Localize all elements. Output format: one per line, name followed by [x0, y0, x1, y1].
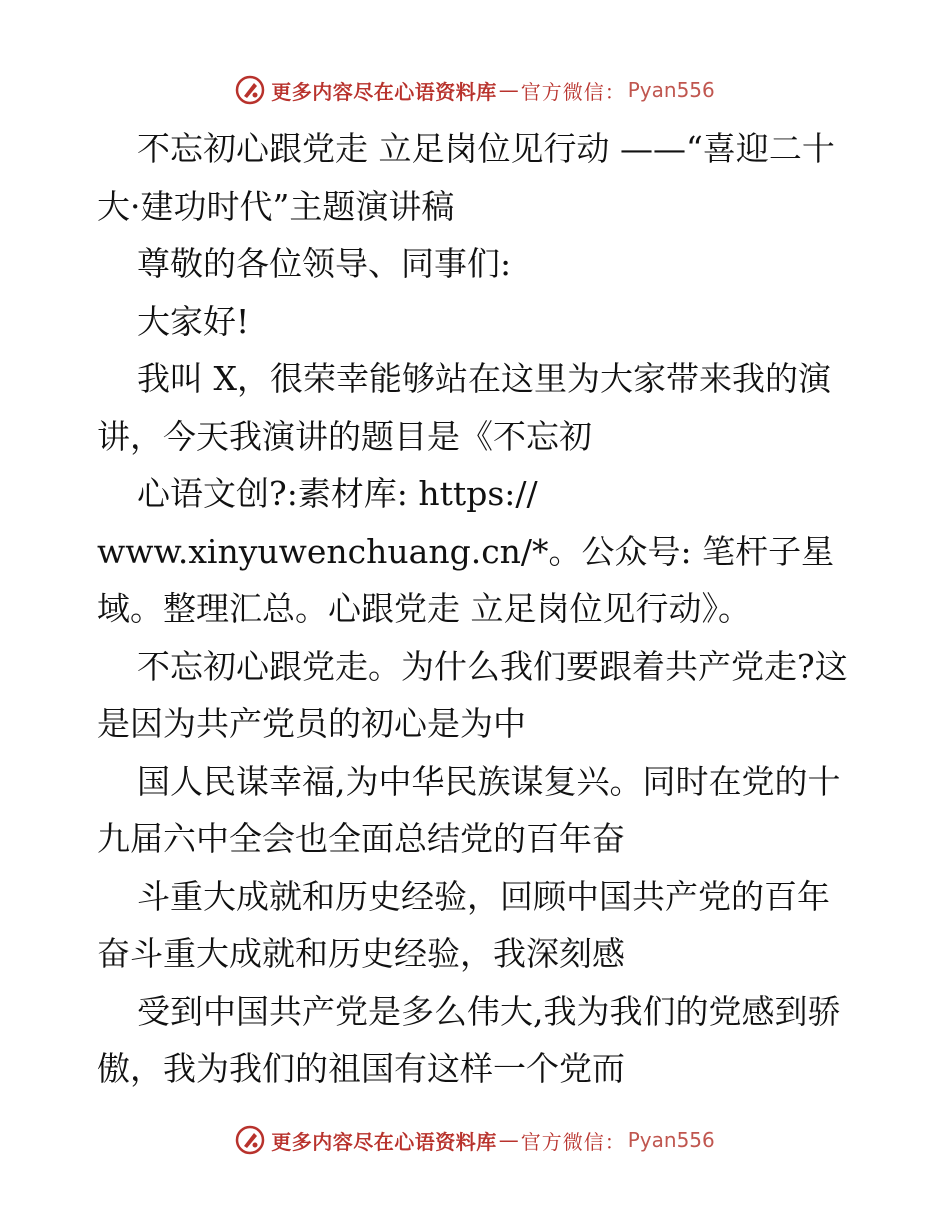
- document-body: [97, 120, 857, 1098]
- banner-text: 更多内容尽在心语资料库: [271, 79, 497, 104]
- paragraph: 心语文创?:素材库: https://: [137, 474, 538, 513]
- page-footer-banner: [0, 1122, 950, 1158]
- banner-wechat-id: Pyan556: [627, 1128, 715, 1152]
- document-title: 不忘初心跟党走 立足岗位见行动 ——“喜迎二十大·建功时代”主题演讲稿: [97, 129, 835, 226]
- paragraph: 国人民谋幸福,为中华民族谋复兴。同时在党的十九届六中全会也全面总结党的百年奋: [97, 761, 841, 858]
- banner-text: 更多内容尽在心语资料库: [271, 1129, 497, 1154]
- paragraph: 我叫 X，很荣幸能够站在这里为大家带来我的演讲，今天我演讲的题目是《不忘初: [97, 359, 831, 456]
- pen-logo-icon: [235, 75, 265, 105]
- greeting: 大家好!: [137, 301, 250, 341]
- banner-separator: —: [498, 78, 519, 102]
- banner-official-label: 官方微信：: [520, 1129, 626, 1154]
- paragraph: 受到中国共产党是多么伟大,我为我们的党感到骄傲，我为我们的祖国有这样一个党而: [97, 991, 841, 1088]
- pen-logo-icon: [235, 1125, 265, 1155]
- paragraph: www.xinyuwenchuang.cn/*。公众号: 笔杆子星域。整理汇总。心跟党走 立足岗位见行动》。: [97, 531, 835, 628]
- banner-wechat-id: Pyan556: [627, 78, 715, 102]
- paragraph: 斗重大成就和历史经验，回顾中国共产党的百年奋斗重大成就和历史经验，我深刻感: [97, 876, 830, 973]
- banner-official-label: 官方微信：: [520, 79, 626, 104]
- paragraph: 不忘初心跟党走。为什么我们要跟着共产党走?这是因为共产党员的初心是为中: [97, 646, 848, 743]
- banner-separator: —: [498, 1128, 519, 1152]
- salutation: 尊敬的各位领导、同事们:: [137, 244, 512, 283]
- page-header-banner: [0, 72, 950, 108]
